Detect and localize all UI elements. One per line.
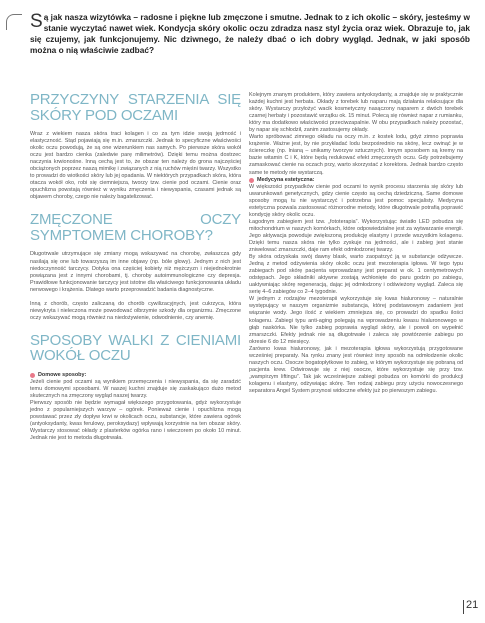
intro-text: ą jak nasza wizytówka – radosne i piękne lub zmęczone i smutne. Jednak to z ich okolic – skóry, jesteśmy w stanie wyczytać nawet wiek. Kondycja skóry okolic oczu zdradza nasz styl życia oraz wiek. Obrazuje to, jak się czujemy, jak funkcjonujemy. Nic dziwnego, że należy dbać o ich dobry wygląd. Jednak, w jaki sposób można o nią właściwie zadbać? xyxy=(30,12,470,55)
page-number-divider xyxy=(463,600,464,614)
decorative-corner xyxy=(6,14,22,30)
heading-tired-eyes: ZMĘCZONE OCZY SYMPTOMEM CHOROBY? xyxy=(30,211,241,244)
left-column xyxy=(30,92,241,442)
paragraph: Kolejnym znanym produktem, który zawiera antyoksydanty, a znajduje się w praktycznie każdej kuchni jest herbata. Okłady z torebek lub naparu mają działania relaksujące dla skóry. Wystarczy przyłożyć wacik kosmetyczny nasączony naparem z dwóch torebek czarnej herbaty i pozostawić wrzątku ok. 15 minut. Polecą się również napar z rumianku, który ma dodatkowo właściwości przeciwzapalnie. W obu przypadkach należy pozostać, by napar się schłodził, zanim zastosujemy okłady. xyxy=(249,92,463,134)
paragraph: Pierwszy sposób nie będzie wymagał większego przygotowania, gdyż wykorzystuje jedno z popularniejszych warzyw – ogórek. Ponieważ cienie i opuchlizna mogą powstawać przez zły dopływ krwi w okolicach oczu, substancje, które zawiera ogórek (antyoksydanty, kwas ferulowy, peroksydazy) wpływają korzystnie na ten obszar skóry. Wystarczy stosować okłady z plasterków ogórka rano i wieczorem po około 10 minut. Jednak nie jest to metoda długotrwała. xyxy=(30,400,241,442)
bullet-label: Domowe sposoby: xyxy=(38,371,87,378)
bullet-dot-icon xyxy=(249,178,254,183)
paragraph: W większości przypadków cienie pod oczami to wynik procesu starzenia się skóry lub uwarunkowań genetycznych, gdzy cienie często są cechą dziedziczną. Same domowe sposoby mogą tu nie wystarczyć i potrzebna jest pomoc specjalisty. Medycyna estetyczna pozwala zastosować różnorodne metody, które długotrwale potrafią poprawić kondycję skóry okolic oczu. xyxy=(249,183,463,218)
paragraph: Wraz z wiekiem nasza skóra traci kolagen i co za tym idzie swoją jędrność i elastyczność. Stąd pojawiają się m.in. zmarszczki. Jednak to specyficzne właściwości okolic oczu powodują, że są one wizerunkiem nas samych. Po pierwsze skóra wokół oczu jest bardzo cienka (zaledwie parę milimetrów). Dzięki temu można dostrzec naczynia krwionośne. Inną cechą jest to, że obszar ten należy do grona najczęściej obciążonych poprzez naszą mimikę i związanych z nią ruchów mięśni twarzy. Wszystko to prowadzi do wiotkości skóry lub jej opadania. W niektórych przypadkach skóra, która otacza wokół oko, robi się ciemniejsza, tworzy tzw. cienie pod oczami. Cienie oraz opuchlizna powstają również w wyniku zmęczenia i niewyspania, czasami jednak są objawem choroby, czego nie należy bagatelizować. xyxy=(30,131,241,201)
bullet-aesthetic-medicine xyxy=(249,177,463,184)
intro-paragraph xyxy=(30,12,470,56)
dropcap: S xyxy=(30,11,43,32)
paragraph: Jeżeli cienie pod oczami są wynikiem przemęczenia i niewyspania, da się zaradzić temu domowymi sposobami. W naszej kuchni znajduje się zaskakująco dużo metod skutecznych na zmęczony wygląd naszej twarzy. xyxy=(30,378,241,400)
paragraph: By skóra odzyskała swój dawny blask, warto zaopatrzyć ją w substancje odżywcze. Jedną z metod odżywienia skóry okolic oczu jest mezoterapia igłowa. W tego typu zabiegach pod skórę pacjenta wprowadzany jest preparat w ok. 1 centymetrowych odstępach. Jego składniki aktywne zostają wchłonięte do paru godzin po zabiegu, uaktywniając skórę regeneracją, dając jej odmłodzony i odświeżony wygląd. Zaleca się serię 4–6 zabiegów co 2–4 tygodnie. xyxy=(249,254,463,296)
heading-methods: SPOSOBY WALKI Z CIENIAMI WOKÓŁ OCZU xyxy=(30,331,241,365)
heading-aging-causes: PRZYCZYNY STARZENIA SIĘ SKÓRY POD OCZAMI xyxy=(30,91,241,124)
page-number: 21 xyxy=(466,599,479,611)
right-column xyxy=(249,92,463,395)
paragraph: Inną z chorób, często zaliczaną do chorób cywilizacyjnych, jest cukrzyca, która niewykryta i nieleczona może powodować olbrzymie szkody dla organizmu. Zmęczone oczy wskazywać mogą również na niedożywienie, odwodnienie, czy anemię. xyxy=(30,300,241,321)
paragraph: Długotrwale utrzymujące się zmiany mogą wskazywać na chorobę, zwłaszcza gdy nasilają się one lub towarzyszą im inne objawy (np. bóle głowy). Jednym z nich jest niedoczynność tarczycy. Dotyka ona częściej kobiety niż mężczyzn i niejednokrotnie powiązana jest z innymi chorobami, tj. choroby autoimmunologiczne czy depresja. Prawidłowe funkcjonowanie tarczycy jest istotne dla właściwego funkcjonowania układu nerwowego i krążenia. Dlatego warto przeprowadzić badania diagnostyczne. xyxy=(30,251,241,293)
paragraph: W jednym z rodzajów mezoterapii wykorzystuje się kwas hialuronowy – naturalnie występujący w naszym organizmie substancja, której podstawowym zadaniem jest wiązanie wody. Jego ilość z wiekiem zmniejsza się, co prowadzi do spadku ilości kolagenu. Zabiegi typu anti-aging polegają na wprowadzeniu kwasu hialuronowego w głąb naskórka. Nie tylko zabieg poprawia wygląd skóry, ale i powoli on wypełnić zmarszczki. Efekty jednak nie są długotrwałe i zaleca się powtórzenie zabiegu po okresie 6 do 12 miesięcy. xyxy=(249,296,463,345)
bullet-label: Medycyna estetyczna: xyxy=(257,176,315,183)
bullet-home-methods xyxy=(30,372,241,379)
paragraph: Zarówno kwas hialuronowy, jak i mezoterapia igłowa wykorzystują przygotowane wcześniej preparaty. Na rynku znany jest również inny sposób na odmłodzenie okolic naszych oczu. Osocze bogatopłytkowe to zabieg, w którym wykorzystuje się pobraną od pacjenta krew. Odwirowuje się z niej osocze, które wykorzystuje się przy tzw. „wampirzym liftingu”. Tak jak wcześniejsze zabiegi pobudza on komórki do produkcji kolagenu i elastyny, odżywiając skórę. Ten rodzaj zabiegu przy użyciu nowoczesnego separatora Angel System przynosi widoczne efekty już po pierwszym zabiegu. xyxy=(249,345,463,394)
bullet-dot-icon xyxy=(30,373,35,378)
paragraph: Łagodnym zabiegiem jest tzw. „fototerapia”. Wykorzystując światło LED pobudza się mitochondrium w naszych komórkach, które odpowiedzialne jest za wytwarzanie energii. Jego aktywacja powoduje zwiększoną produkcję elastyny i przede wszystkim kolagenu. Dzięki temu nasza skóra nie tylko zyskuje na jędrności, ale i zabieg jest stanie zniwelować zmarszczki, daje ram efekt odmłodzonej twarzy. xyxy=(249,218,463,254)
paragraph: Warto spróbować zimnego okładu na oczy m.in. z kostek lodu, gdyż zimno poprawia krążenie. Ważne jest, by nie przykładać lodu bezpośrednio na skórę, lecz owinąć je w ściereczkę (np. lnianą – unikamy tworzyw sztucznych). Innym sposobem są kremy na bazie witamin C i K, które będą redukować efekt zmęczonych oczu. Gdy potrzebujemy zamaskować cienie na oczach przy, warto skorzystać z korektora. Jednak bardzo często same te metody nie wystarczą. xyxy=(249,134,463,176)
